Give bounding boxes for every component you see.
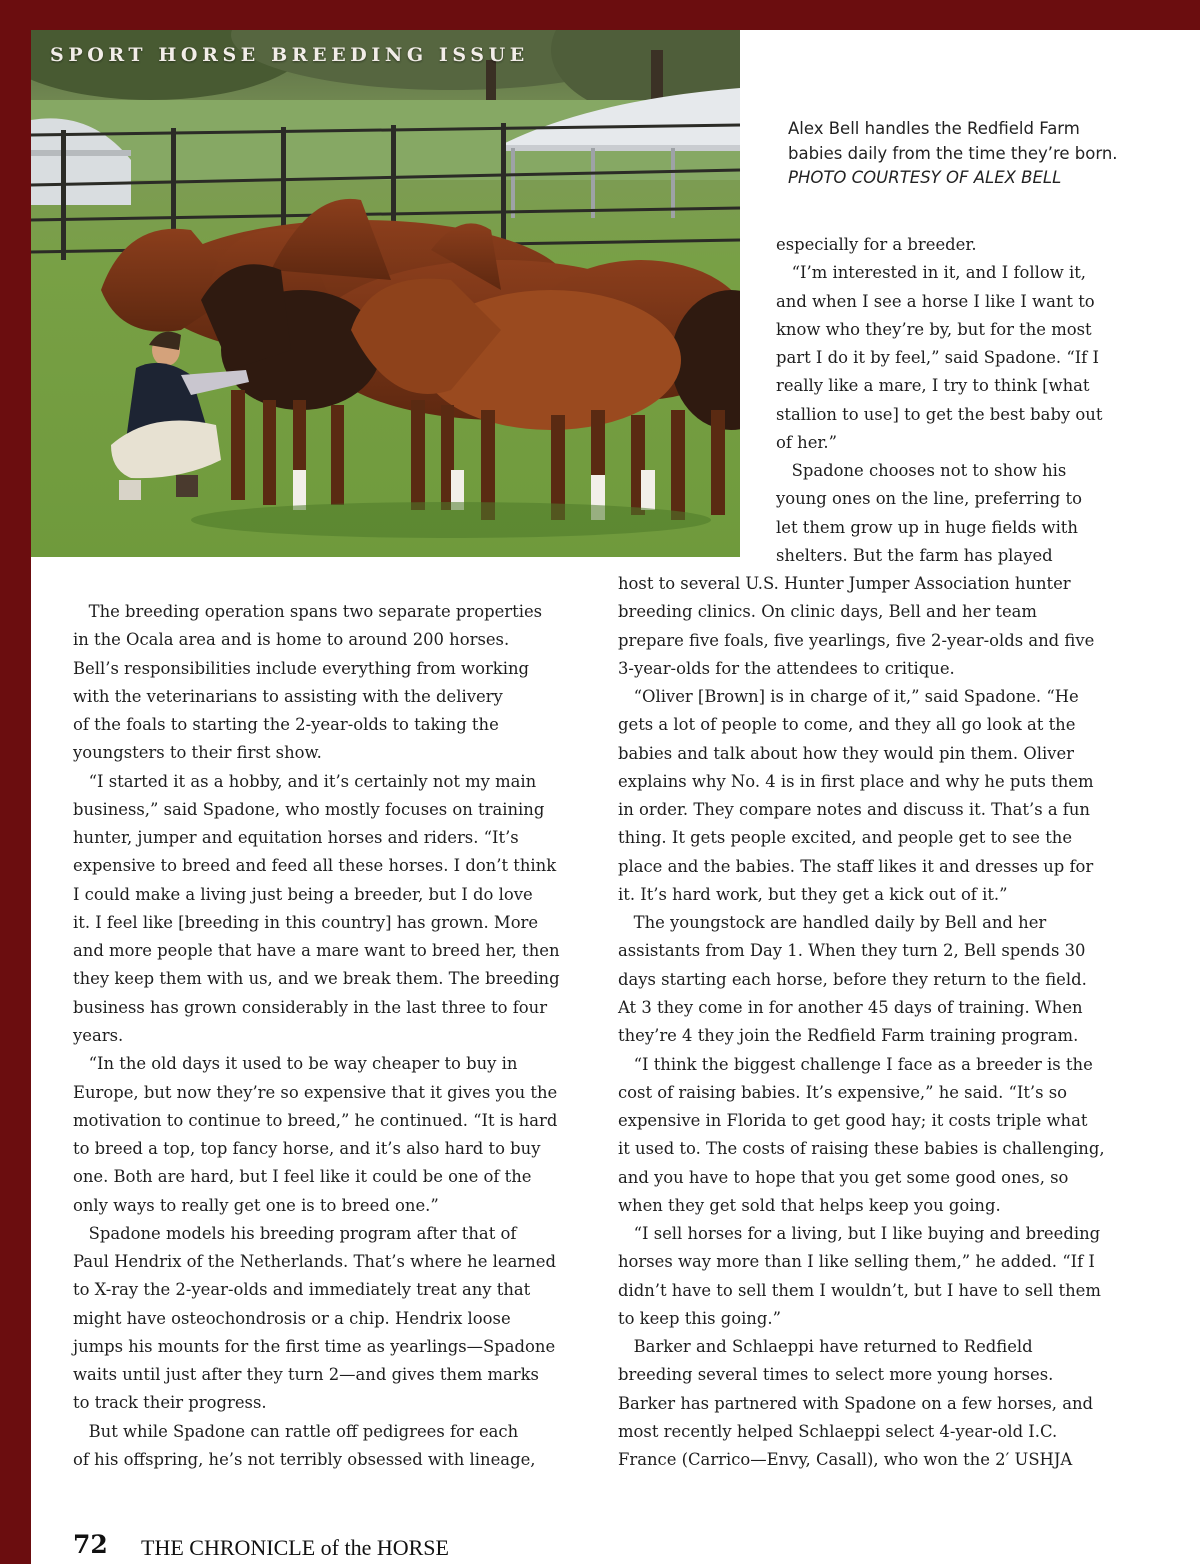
- feature-photo: [31, 30, 740, 557]
- section-label: SPORT HORSE BREEDING ISSUE: [50, 44, 529, 66]
- top-border-bar: [0, 0, 1200, 30]
- caption-text: Alex Bell handles the Redfield Farm babies daily from the time they’re born.: [788, 119, 1118, 163]
- publication-masthead: THE CHRONICLE of the HORSE: [141, 1535, 449, 1560]
- left-border-bar: [0, 0, 31, 1564]
- article-text-right-column: host to several U.S. Hunter Jumper Association hunter breeding clinics. On clinic days, Bell and her team prepare five foals, five yearlings, five 2-year-olds and five 3-year-olds for the attendees to critique. “Oliver [Brown] is in charge of it,” said Spadone. “He gets a lot of people to come, and they all go look at the babies and talk about how they would pin them. Oliver explains why No. 4 is in first place and why he puts them in order. They compare notes and discuss it. That’s a fun thing. It gets people excited, and people get to see the place and the babies. The staff likes it and dresses up for it. It’s hard work, but they get a kick out of it.” The youngstock are handled daily by Bell and her assistants from Day 1. When they turn 2, Bell spends 30 days starting each horse, before they return to the field. At 3 they come in for another 45 days of training. When they’re 4 they join the Redfield Farm training program. “I think the biggest challenge I face as a breeder is the cost of raising babies. It’s expensive,” he said. “It’s so expensive in Florida to get good hay; it costs triple what it used to. The costs of raising these babies is challenging, and you have to hope that you get some good ones, so when they get sold that helps keep you going. “I sell horses for a living, but I like buying and breeding horses way more than I like selling them,” he added. “If I didn’t have to sell them I wouldn’t, but I have to sell them to keep this going.” Barker and Schlaeppi have returned to Redfield breeding several times to select more young horses. Barker has partnered with Spadone on a few horses, and most recently helped Schlaeppi select 4-year-old I.C. France (Carrico—Envy, Casall), who won the 2′ USHJA: [618, 574, 1105, 1470]
- article-text-left-column: The breeding operation spans two separate properties in the Ocala area and is home to around 200 horses. Bell’s responsibilities include everything from working with the veterinarians to assisting with the delivery of the foals to starting the 2-year-olds to taking the youngsters to their first show. “I started it as a hobby, and it’s certainly not my main business,” said Spadone, who mostly focuses on training hunter, jumper and equitation horses and riders. “It’s expensive to breed and feed all these horses. I don’t think I could make a living just being a breeder, but I do love it. I feel like [breeding in this country] has grown. More and more people that have a mare want to breed her, then they keep them with us, and we break them. The breeding business has grown considerably in the last three to four years. “In the old days it used to be way cheaper to buy in Europe, but now they’re so expensive that it gives you the motivation to continue to breed,” he continued. “It is hard to breed a top, top fancy horse, and it’s also hard to buy one. Both are hard, but I feel like it could be one of the only ways to really get one is to breed one.” Spadone models his breeding program after that of Paul Hendrix of the Netherlands. That’s where he learned to X-ray the 2-year-olds and immediately treat any that might have osteochondrosis or a chip. Hendrix loose jumps his mounts for the first time as yearlings—Spadone waits until just after they turn 2—and gives them marks to track their progress. But while Spadone can rattle off pedigrees for each of his offspring, he’s not terribly obsessed with lineage,: [73, 602, 560, 1469]
- photo-credit: PHOTO COURTESY OF ALEX BELL: [788, 168, 1062, 187]
- page-number: 72: [73, 1530, 108, 1559]
- article-text-right-top: especially for a breeder. “I’m interested in it, and I follow it, and when I see a horse I like I want to know who they’re by, but for the most part I do it by feel,” said Spadone. “If I really like a mare, I try to think [what stallion to use] to get the best baby out of her.” Spadone chooses not to show his young ones on the line, preferring to let them grow up in huge fields with shelters. But the farm has played: [776, 235, 1103, 565]
- photo-caption: [788, 117, 1128, 191]
